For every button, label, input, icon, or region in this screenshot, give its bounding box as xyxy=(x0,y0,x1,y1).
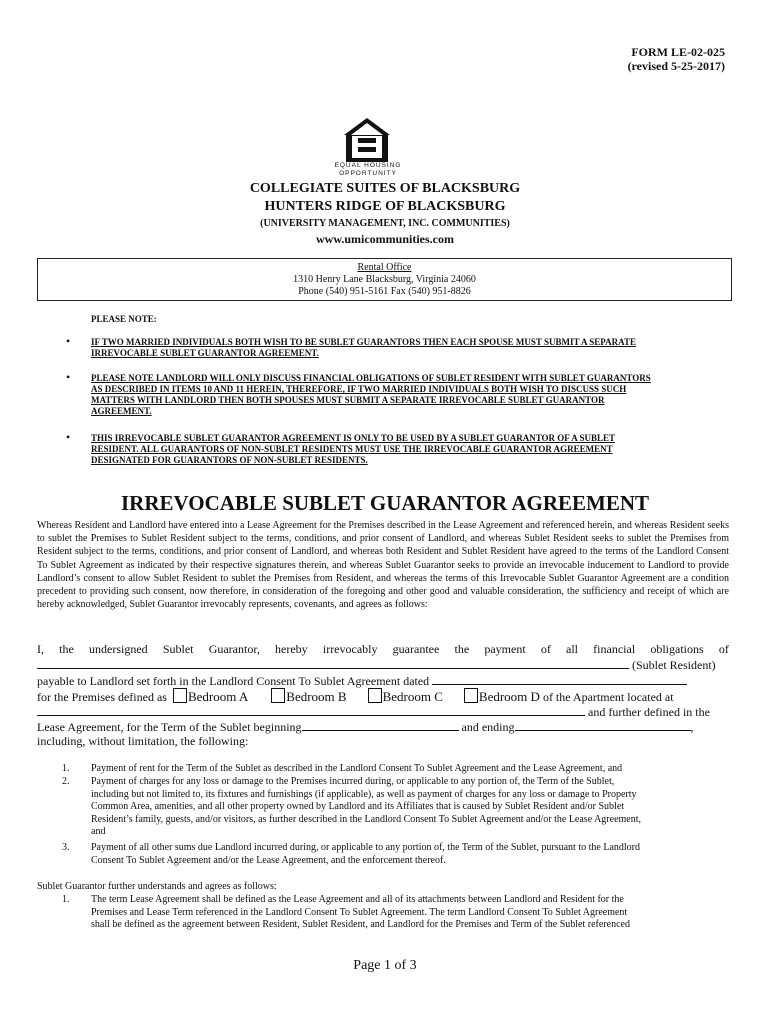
guarantee-word: financial xyxy=(593,642,636,656)
item-line: and xyxy=(91,826,106,837)
note-line: DESIGNATED FOR GUARANTORS OF NON-SUBLET RESIDENTS. xyxy=(91,455,368,465)
page-number: Page 1 of 3 xyxy=(353,958,417,973)
eho-caption-line1: EQUAL HOUSING xyxy=(334,162,402,169)
agreement-title: IRREVOCABLE SUBLET GUARANTOR AGREEMENT xyxy=(121,491,649,515)
bedroom-c-checkbox[interactable] xyxy=(368,688,382,703)
bedroom-a-label: Bedroom A xyxy=(187,689,249,704)
guarantee-word: the xyxy=(59,642,74,656)
item-number: 2. xyxy=(62,776,70,787)
please-note-title: PLEASE NOTE: xyxy=(91,314,157,324)
guarantee-word: hereby xyxy=(275,642,308,656)
item-line: including but not limited to, its fixtures and furnishings (if applicable), as well as payment of charges for any loss or damage to Property xyxy=(91,788,637,800)
bedroom-b-checkbox[interactable] xyxy=(271,688,285,703)
note-line: MATTERS WITH LANDLORD THEN BOTH SPOUSES MUST SUBMIT A SEPARATE IRREVOCABLE SUBLET GUARANTOR xyxy=(91,395,605,405)
guarantee-word: undersigned xyxy=(89,642,148,656)
note-line: AGREEMENT. xyxy=(91,406,152,416)
item-line: shall be defined as the agreement between Resident, Sublet Resident, and Landlord for the Premises and Term of the Sublet referenced xyxy=(91,919,630,930)
sublet-begin-date-field[interactable] xyxy=(302,719,459,731)
sublet-resident-line xyxy=(37,657,729,673)
item-line: The term Lease Agreement shall be defined as the Lease Agreement and all of its attachments between Landlord and Resident for the xyxy=(91,894,624,905)
org-parent: (UNIVERSITY MANAGEMENT, INC. COMMUNITIES) xyxy=(260,218,510,229)
guarantee-word: I, xyxy=(37,642,44,656)
apartment-label: of the Apartment located at xyxy=(542,690,674,704)
sublet-resident-name-field[interactable] xyxy=(37,657,629,669)
bullet-icon: • xyxy=(66,430,71,444)
further-defined-label: and further defined in the xyxy=(588,705,710,719)
item-line: Consent To Sublet Agreement and/or the Lease Agreement, and the enforcement thereof. xyxy=(91,854,446,866)
ending-label: and ending xyxy=(461,720,515,734)
preamble-paragraph: Whereas Resident and Landlord have entered into a Lease Agreement for the Premises described in the Lease Agreement and referenced herein, and whereas Resident seeks to sublet the Premises to Sublet Resident subject to the terms, conditions, and prior consent of Landlord, and whereas Sublet Resident seeks to sublet the Premises from Resident subject to the terms, conditions, and prior consent of Landlord, and whereas both Resident and Sublet Resident have agreed to the terms of the Landlord Consent To Sublet Agreement as indicated by their respective signatures therein, and whereas Sublet Guarantor seeks to provide an irrevocable inducement to Landlord to provide Landlord’s consent to allow Sublet Resident to sublet the Premises from Resident, and whereas the terms of this Irrevocable Sublet Guarantor Agreement are a condition precedent to providing such consent, now therefore, in consideration of the foregoing and other good and valuable consideration, the sufficiency and receipt of which are hereby acknowledged, Sublet Guarantor irrevocably represents, covenants, and agrees as follows: xyxy=(37,520,729,611)
item-line: Premises and Lease Term referenced in the Landlord Consent To Sublet Agreement. The term Landlord Consent To Sublet Agreement xyxy=(91,906,628,918)
sublet-end-date-field[interactable] xyxy=(515,719,691,731)
guarantee-word: of xyxy=(718,642,729,656)
premises-label: for the Premises defined as xyxy=(37,690,167,704)
eho-caption xyxy=(300,162,436,178)
note-line: IF TWO MARRIED INDIVIDUALS BOTH WISH TO BE SUBLET GUARANTORS THEN EACH SPOUSE MUST SUBMIT A SEPARATE xyxy=(91,337,636,347)
bedroom-c-label: Bedroom C xyxy=(382,689,443,704)
note-line: RESIDENT. ALL GUARANTORS OF NON-SUBLET RESIDENTS MUST USE THE IRREVOCABLE GUARANTOR AGREEMENT xyxy=(91,444,613,454)
consent-date-field[interactable] xyxy=(432,673,687,685)
note-line: THIS IRREVOCABLE SUBLET GUARANTOR AGREEMENT IS ONLY TO BE USED BY A SUBLET GUARANTOR OF A SUBLET xyxy=(91,433,615,443)
bedroom-d-label: Bedroom D xyxy=(478,689,540,704)
bullet-icon: • xyxy=(66,334,71,348)
guarantee-word: Guarantor, xyxy=(208,642,260,656)
item-line: Payment of charges for any loss or damage to the Premises incurred during, or applicable to any portion of, the Term of the Sublet, xyxy=(91,776,615,787)
further-heading: Sublet Guarantor further understands and agrees as follows: xyxy=(37,881,277,892)
guarantee-word: Sublet xyxy=(162,642,194,656)
item-1-text xyxy=(91,763,729,776)
item-2-text xyxy=(91,776,729,839)
form-number: FORM LE-02-025 xyxy=(631,45,725,59)
guarantee-line xyxy=(37,642,729,657)
including-label: including, without limitation, the following: xyxy=(37,734,249,748)
note-item-3 xyxy=(91,433,711,466)
item-number: 1. xyxy=(62,894,70,905)
org-website: www.umicommunities.com xyxy=(316,232,454,246)
note-line: AS DESCRIBED IN ITEMS 10 AND 11 HEREIN, THEREFORE, IF TWO MARRIED INDIVIDUALS BOTH WISH TO DISCUSS SUCH xyxy=(91,384,627,394)
bedroom-b-label: Bedroom B xyxy=(286,689,347,704)
note-item-2 xyxy=(91,373,711,417)
note-line: PLEASE NOTE LANDLORD WILL ONLY DISCUSS FINANCIAL OBLIGATIONS OF SUBLET RESIDENT WITH SUBLET GUARANTORS xyxy=(91,373,651,383)
item-3-text xyxy=(91,842,729,867)
item-line: Payment of rent for the Term of the Sublet as described in the Landlord Consent To Sublet Agreement and the Lease Agreement, and xyxy=(91,763,623,774)
org-name-2: HUNTERS RIDGE OF BLACKSBURG xyxy=(264,199,506,214)
office-title: Rental Office xyxy=(357,262,412,273)
further-item-1-text xyxy=(91,894,729,932)
guarantee-word: of xyxy=(540,642,551,656)
rental-office-box xyxy=(37,258,732,301)
form-id-block xyxy=(628,45,725,73)
comma-text: , xyxy=(690,720,694,734)
office-address: 1310 Henry Lane Blacksburg, Virginia 24060 xyxy=(293,274,476,285)
premises-line xyxy=(37,688,729,705)
note-item-1 xyxy=(91,337,711,359)
guarantee-word: all xyxy=(566,642,578,656)
guarantee-word: obligations xyxy=(650,642,704,656)
bullet-icon: • xyxy=(66,370,71,384)
item-line: Common Area, amenities, and all other property owned by Landlord and its Affiliates that is caused by Sublet Resident and/or Sublet xyxy=(91,801,625,812)
form-revision: (revised 5-25-2017) xyxy=(627,59,725,73)
guarantee-word: irrevocably xyxy=(322,642,378,656)
org-name-1: COLLEGIATE SUITES OF BLACKSBURG xyxy=(249,181,521,196)
address-line xyxy=(37,704,729,720)
item-number: 3. xyxy=(62,842,70,853)
guarantee-word: payment xyxy=(484,642,526,656)
bedroom-a-checkbox[interactable] xyxy=(173,688,187,703)
sublet-resident-label: (Sublet Resident) xyxy=(632,658,716,672)
office-phone: Phone (540) 951-5161 Fax (540) 951-8826 xyxy=(298,286,471,297)
guarantee-word: guarantee xyxy=(392,642,440,656)
eho-caption-line2: OPPORTUNITY xyxy=(339,170,397,177)
item-line: Resident’s family, guests, and/or visitors, as further described in the Landlord Consent To Sublet Agreement and/or the Lease Agreement, xyxy=(91,813,642,825)
lease-term-label: Lease Agreement, for the Term of the Sublet beginning xyxy=(37,720,302,734)
bedroom-d-checkbox[interactable] xyxy=(464,688,478,703)
item-line: Payment of all other sums due Landlord incurred during, or applicable to any portion of, the Term of the Sublet, pursuant to the Landlord xyxy=(91,842,640,853)
equal-housing-opportunity-icon xyxy=(344,116,390,162)
apartment-address-field[interactable] xyxy=(37,704,585,716)
payable-label: payable to Landlord set forth in the Landlord Consent To Sublet Agreement dated xyxy=(37,674,430,688)
guarantee-word: the xyxy=(454,642,470,656)
item-number: 1. xyxy=(62,763,70,774)
note-line: IRREVOCABLE SUBLET GUARANTOR AGREEMENT. xyxy=(91,348,319,358)
term-line xyxy=(37,719,729,735)
payable-line xyxy=(37,673,729,689)
